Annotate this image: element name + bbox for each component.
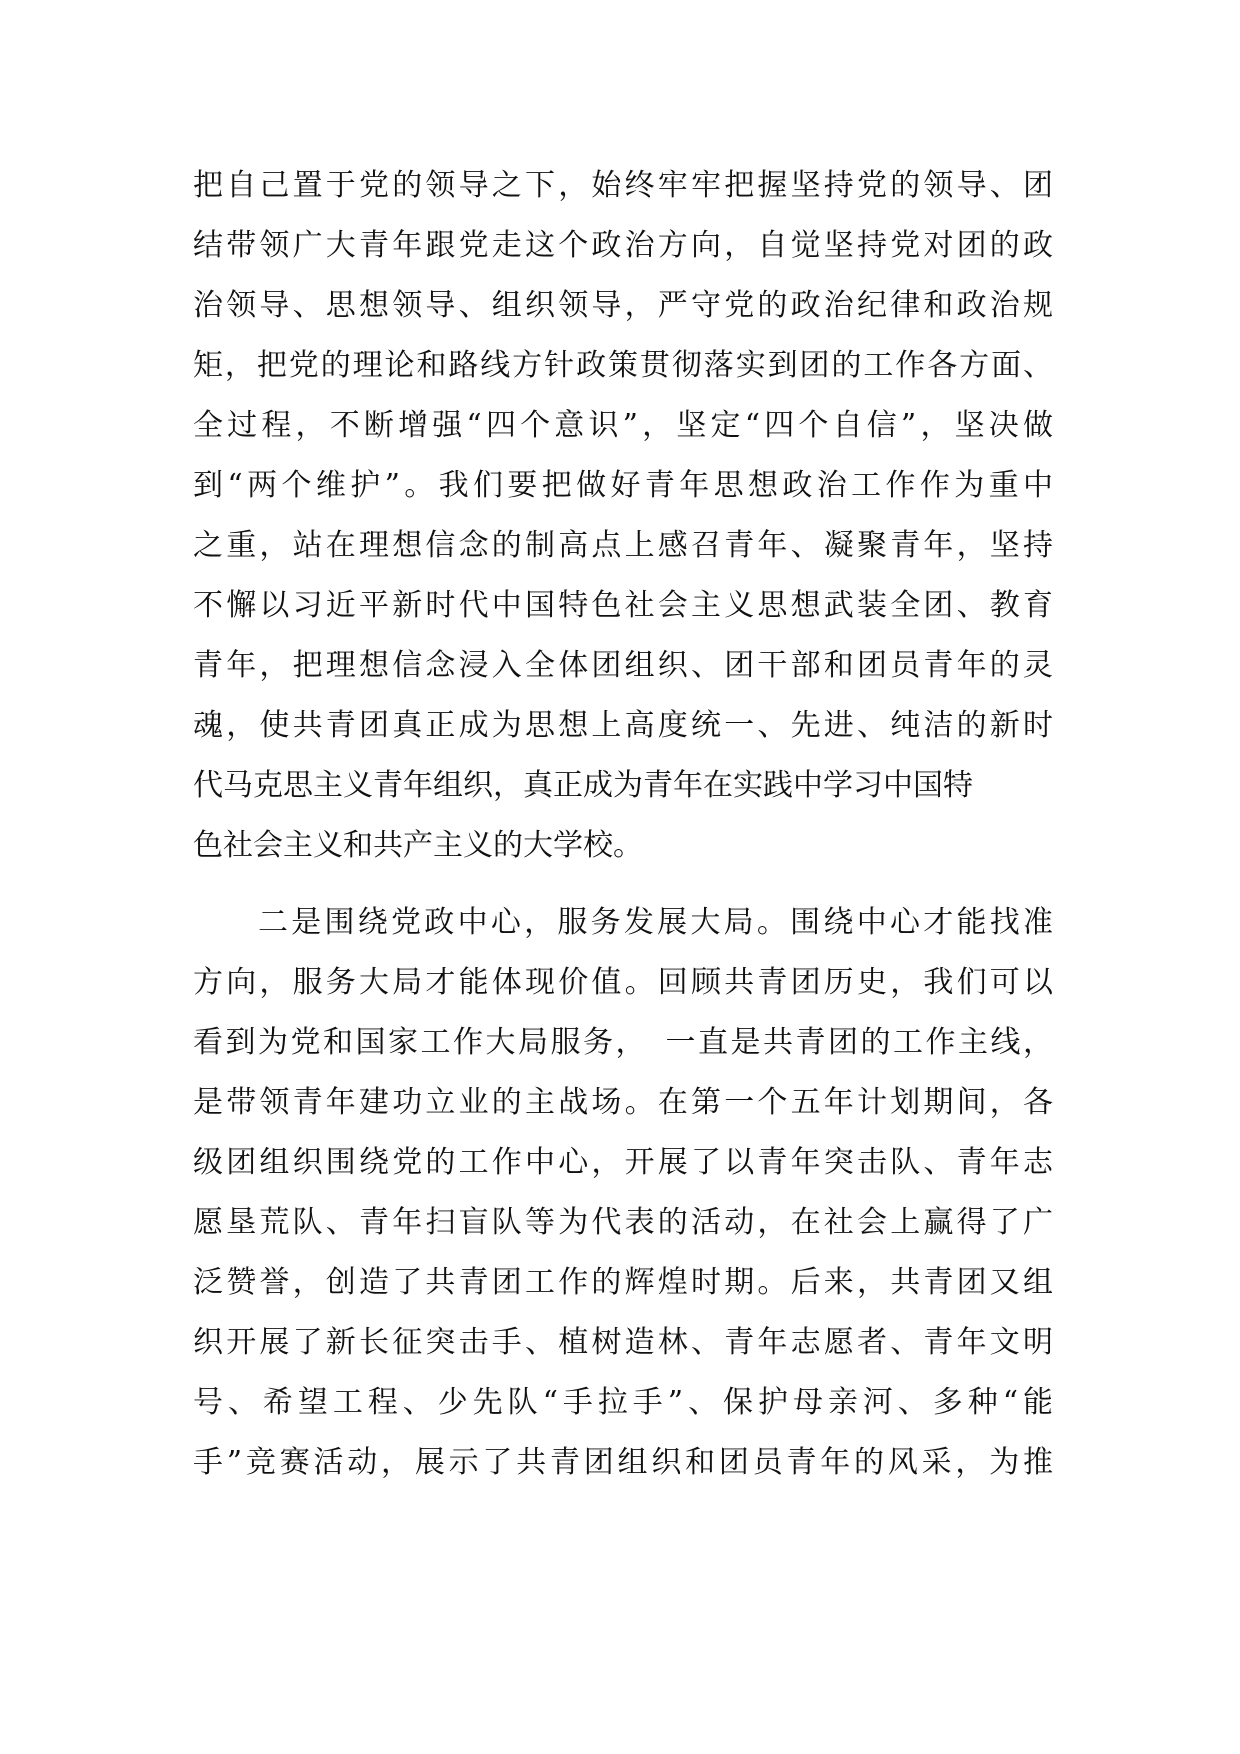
text-line: 看到为党和国家工作大局服务， 一直是共青团的工作主线， xyxy=(193,1025,1053,1060)
text-line: 矩，把党的理论和路线方针政策贯彻落实到团的工作各方面、 xyxy=(193,348,1053,383)
text-line: 二是围绕党政中心，服务发展大局。围绕中心才能找准 xyxy=(258,905,1053,940)
text-line: 织开展了新长征突击手、植树造林、青年志愿者、青年文明 xyxy=(193,1325,1053,1360)
text-line: 之重，站在理想信念的制高点上感召青年、凝聚青年，坚持 xyxy=(193,528,1053,563)
text-line: 青年，把理想信念浸入全体团组织、团干部和团员青年的灵 xyxy=(193,648,1053,683)
text-line: 色社会主义和共产主义的大学校。 xyxy=(193,828,643,863)
text-line: 是带领青年建功立业的主战场。在第一个五年计划期间，各 xyxy=(193,1085,1053,1120)
text-line: 治领导、思想领导、组织领导，严守党的政治纪律和政治规 xyxy=(193,288,1053,323)
text-line: 把自己置于党的领导之下，始终牢牢把握坚持党的领导、团 xyxy=(193,168,1053,203)
text-line: 到“两个维护”。我们要把做好青年思想政治工作作为重中 xyxy=(193,468,1053,503)
text-line: 结带领广大青年跟党走这个政治方向，自觉坚持党对团的政 xyxy=(193,228,1053,263)
text-line: 泛赞誉，创造了共青团工作的辉煌时期。后来，共青团又组 xyxy=(193,1265,1053,1300)
text-line: 级团组织围绕党的工作中心，开展了以青年突击队、青年志 xyxy=(193,1145,1053,1180)
text-line: 愿垦荒队、青年扫盲队等为代表的活动，在社会上赢得了广 xyxy=(193,1205,1053,1240)
text-line: 代马克思主义青年组织，真正成为青年在实践中学习中国特 xyxy=(193,768,973,803)
text-line: 号、希望工程、少先队“手拉手”、保护母亲河、多种“能 xyxy=(193,1385,1053,1420)
text-line: 方向，服务大局才能体现价值。回顾共青团历史，我们可以 xyxy=(193,965,1053,1000)
text-line: 手”竞赛活动，展示了共青团组织和团员青年的风采，为推 xyxy=(193,1445,1053,1480)
text-line: 全过程，不断增强“四个意识”，坚定“四个自信”，坚决做 xyxy=(193,408,1053,443)
text-line: 不懈以习近平新时代中国特色社会主义思想武装全团、教育 xyxy=(193,588,1053,623)
text-line: 魂，使共青团真正成为思想上高度统一、先进、纯洁的新时 xyxy=(193,708,1053,743)
